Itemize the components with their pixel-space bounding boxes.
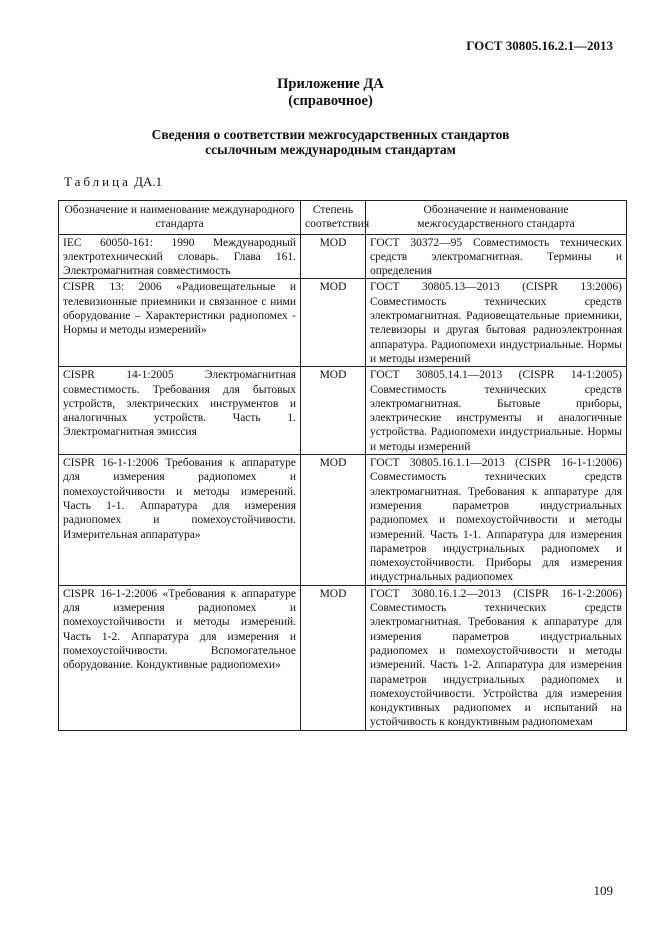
header-international-standard: Обозначение и наименование международного стандарта — [59, 201, 301, 235]
table-row — [59, 234, 627, 279]
table-row — [59, 585, 627, 730]
international-standard-cell: CISPR 16-1-1:2006 Требования к аппаратуре для измерения радиопомех и помехоустойчивости и методы измерений. Часть 1-1. Аппаратура для измерения радиопомех и помехоустойчивости. Измерительная аппаратура» — [59, 455, 301, 586]
national-standard-cell: ГОСТ 3080.16.1.2—2013 (CISPR 16-1-2:2006) Совместимость технических средств электромагнитная. Требования к аппаратуре для измерения параметров индустриальных радиопомех и помехоустойчивости и методы измерений. Часть 1-2. Аппаратура для измерения параметров индустриальных радиопомех и помехоустойчивости. Устройства для измерения кондуктивных радиопомех и испытаний на устойчивость к кондуктивным радиопомехам — [366, 585, 627, 730]
degree-cell: MOD — [301, 367, 366, 455]
page-number: 109 — [593, 883, 613, 898]
international-standard-cell: CISPR 16-1-2:2006 «Требования к аппаратуре для измерения радиопомех и помехоустойчивости и методы измерений. Часть 1-2. Аппаратура для измерения и помехоустойчивости. Вспомогательное оборудование. Кондуктивные радиопомехи» — [59, 585, 301, 730]
table-row — [59, 455, 627, 586]
appendix-heading — [0, 76, 661, 110]
document-code-header: ГОСТ 30805.16.2.1—2013 — [466, 38, 613, 53]
section-title — [0, 127, 661, 157]
table-row — [59, 367, 627, 455]
table-row — [59, 279, 627, 367]
table-number: ДА.1 — [134, 174, 163, 189]
degree-cell: MOD — [301, 279, 366, 367]
appendix-subtitle: (справочное) — [288, 93, 373, 109]
international-standard-cell: CISPR 13: 2006 «Радиовещательные и телевизионные приемники и связанное с ними оборудование – Характеристики радиопомех - Нормы и методы измерений» — [59, 279, 301, 367]
table-header-row — [59, 201, 627, 235]
degree-cell: MOD — [301, 234, 366, 279]
table-label — [64, 174, 162, 190]
national-standard-cell: ГОСТ 30805.16.1.1—2013 (CISPR 16-1-1:2006) Совместимость технических средств электромагнитная. Требования к аппаратуре для измерения параметров индустриальных радиопомех и помехоустойчивости и методы измерений. Часть 1-1. Аппаратура для измерения параметров индустриальных радиопомех и помехоустойчивости. Приборы для измерения индустриальных радиопомех — [366, 455, 627, 586]
section-title-line-1: Сведения о соответствии межгосударственных стандартов — [151, 127, 510, 142]
national-standard-cell: ГОСТ 30372—95 Совместимость технических средств электромагнитная. Термины и определения — [366, 234, 627, 279]
section-title-line-2: ссылочным международным стандартам — [205, 142, 456, 157]
degree-cell: MOD — [301, 585, 366, 730]
degree-cell: MOD — [301, 455, 366, 586]
national-standard-cell: ГОСТ 30805.13—2013 (CISPR 13:2006) Совместимость технических средств электромагнитная. Радиовещательные приемники, телевизоры и другая бытовая радиоэлектронная аппаратура. Радиопомехи индустриальные. Нормы и методы измерений — [366, 279, 627, 367]
national-standard-cell: ГОСТ 30805.14.1—2013 (CISPR 14-1:2005) Совместимость технических средств электромагнитная. Бытовые приборы, электрические инструменты и аналогичные устройства. Радиопомехи индустриальные. Нормы и методы измерений — [366, 367, 627, 455]
correspondence-table — [58, 200, 627, 731]
table-caption: Таблица — [64, 174, 131, 189]
header-national-standard: Обозначение и наименование межгосударственного стандарта — [366, 201, 627, 235]
header-degree-of-correspondence: Степень соответствия — [301, 201, 366, 235]
international-standard-cell: IEC 60050-161: 1990 Международный электротехнический словарь. Глава 161. Электромагнитная совместимость — [59, 234, 301, 279]
appendix-title: Приложение ДА — [277, 76, 384, 92]
international-standard-cell: CISPR 14-1:2005 Электромагнитная совместимость. Требования для бытовых устройств, электрических инструментов и аналогичных устройств. Часть 1. Электромагнитная эмиссия — [59, 367, 301, 455]
